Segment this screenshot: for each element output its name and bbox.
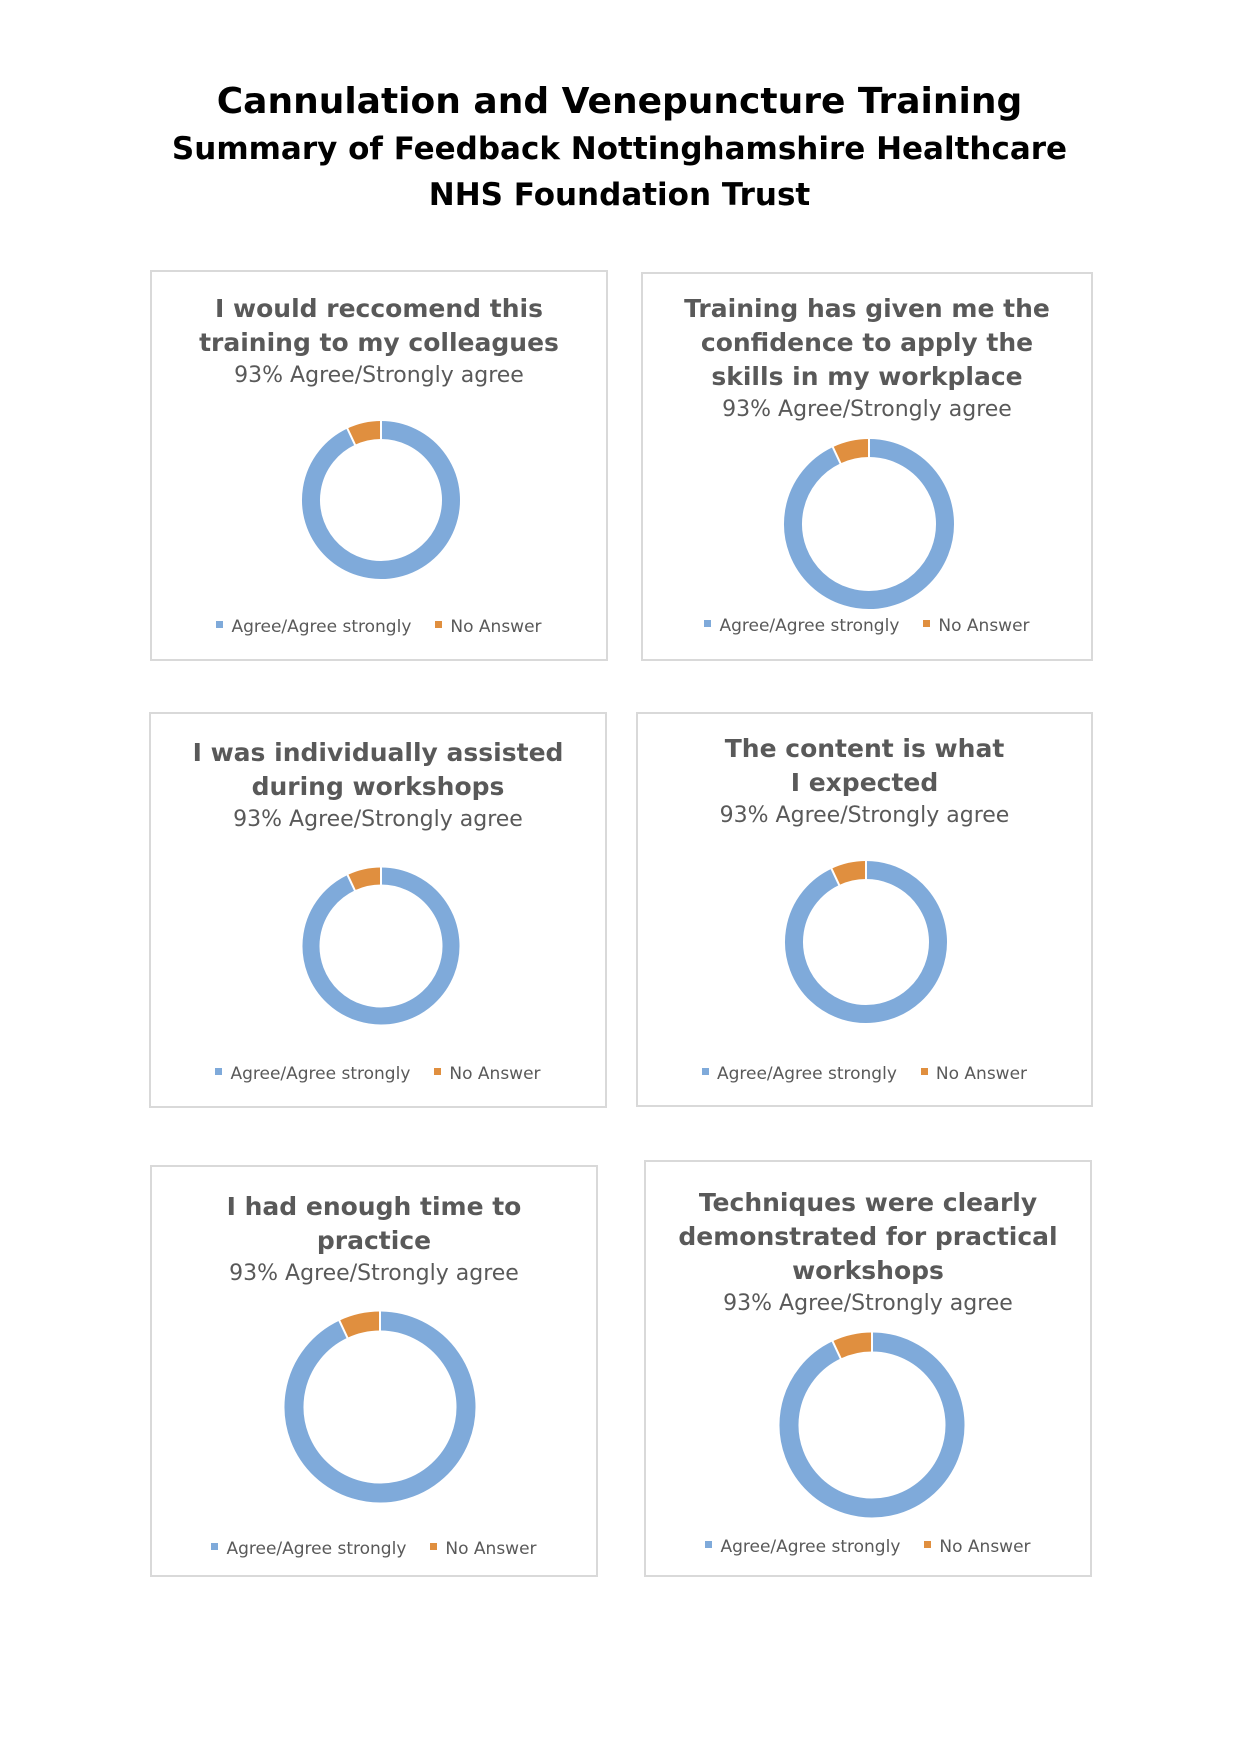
legend-label: Agree/Agree strongly (231, 617, 412, 637)
legend-item-no-answer (924, 1537, 1030, 1557)
legend-item-agree (211, 1539, 406, 1559)
legend-item-agree (216, 617, 411, 637)
page-subtitle-line-1: Summary of Feedback Nottinghamshire Healthcare (171, 131, 1068, 167)
slice-agree (794, 870, 938, 1014)
slice-agree (793, 448, 945, 600)
chart-title-line: practice (316, 1226, 432, 1255)
legend-swatch (705, 1541, 712, 1548)
slice-agree (311, 430, 451, 570)
legend-swatch (430, 1543, 437, 1550)
legend-item-agree (702, 1064, 897, 1084)
page-title: Cannulation and Venepuncture Training (216, 81, 1023, 122)
chart-subtitle: 93% Agree/Strongly agree (719, 803, 1010, 828)
chart-legend (152, 617, 606, 637)
chart-legend (638, 1064, 1091, 1084)
donut-chart (273, 1300, 487, 1514)
legend-item-agree (705, 1537, 900, 1557)
chart-subtitle: 93% Agree/Strongly agree (723, 1291, 1013, 1316)
slice-no-answer (351, 876, 381, 883)
legend-swatch (923, 620, 930, 627)
legend-label: Agree/Agree strongly (719, 616, 900, 636)
chart-panel (149, 712, 607, 1108)
legend-item-agree (704, 616, 899, 636)
chart-title-line: demonstrated for practical (678, 1222, 1058, 1251)
legend-item-no-answer (434, 1064, 540, 1084)
chart-title-line: The content is what (724, 734, 1005, 763)
chart-title-line: during workshops (251, 772, 505, 801)
chart-title (152, 292, 606, 392)
chart-panel (644, 1160, 1092, 1577)
legend-label: Agree/Agree strongly (720, 1537, 901, 1557)
page-subtitle-line-2: NHS Foundation Trust (428, 177, 811, 213)
legend-label: No Answer (938, 616, 1030, 636)
slice-no-answer (837, 448, 869, 455)
legend-item-no-answer (430, 1539, 536, 1559)
legend-swatch (704, 620, 711, 627)
chart-title-line: Training has given me the (684, 294, 1050, 323)
chart-panel (641, 272, 1093, 661)
legend-item-no-answer (435, 617, 541, 637)
chart-subtitle: 93% Agree/Strongly agree (722, 397, 1012, 422)
legend-swatch (435, 621, 442, 628)
slice-agree (294, 1321, 466, 1493)
donut-chart (291, 410, 471, 590)
legend-label: Agree/Agree strongly (230, 1064, 411, 1084)
chart-title (646, 1186, 1090, 1320)
legend-item-no-answer (921, 1064, 1027, 1084)
legend-label: No Answer (450, 617, 542, 637)
chart-title-line: I expected (790, 768, 939, 797)
legend-swatch (434, 1068, 441, 1075)
donut-chart (773, 428, 965, 620)
page-header (0, 78, 1239, 218)
chart-legend (151, 1064, 605, 1084)
chart-legend (646, 1537, 1090, 1557)
legend-label: No Answer (939, 1537, 1031, 1557)
chart-title-line: I had enough time to (226, 1192, 522, 1221)
chart-title-line: I was individually assisted (192, 738, 564, 767)
chart-subtitle: 93% Agree/Strongly agree (234, 363, 524, 388)
chart-title (643, 292, 1091, 426)
slice-agree (789, 1342, 955, 1508)
slice-no-answer (343, 1321, 380, 1329)
chart-title (152, 1190, 596, 1290)
legend-swatch (702, 1068, 709, 1075)
chart-legend (643, 616, 1091, 636)
legend-label: No Answer (935, 1064, 1028, 1084)
chart-title (151, 736, 605, 836)
legend-swatch (924, 1541, 931, 1548)
legend-swatch (216, 621, 223, 628)
chart-panel (150, 270, 608, 661)
slice-no-answer (835, 870, 866, 877)
chart-title-line: training to my colleagues (199, 328, 559, 357)
chart-panel (636, 712, 1093, 1107)
slice-no-answer (351, 430, 381, 437)
chart-title-line: confidence to apply the (700, 328, 1034, 357)
chart-title-line: workshops (792, 1256, 944, 1285)
legend-item-no-answer (923, 616, 1029, 636)
chart-subtitle: 93% Agree/Strongly agree (233, 807, 523, 832)
donut-chart (768, 1321, 976, 1529)
slice-no-answer (837, 1342, 872, 1350)
donut-chart (774, 850, 958, 1034)
chart-title (638, 732, 1091, 832)
chart-title-line: I would reccomend this (215, 294, 543, 323)
legend-swatch (215, 1068, 222, 1075)
chart-legend (152, 1539, 596, 1559)
donut-chart (292, 857, 470, 1035)
chart-subtitle: 93% Agree/Strongly agree (229, 1261, 519, 1286)
slice-agree (311, 876, 451, 1016)
chart-panel (150, 1165, 598, 1577)
chart-title-line: Techniques were clearly (698, 1188, 1038, 1217)
legend-item-agree (215, 1064, 410, 1084)
chart-title-line: skills in my workplace (711, 362, 1023, 391)
legend-label: No Answer (445, 1539, 537, 1559)
legend-swatch (921, 1068, 928, 1075)
legend-label: Agree/Agree strongly (716, 1064, 897, 1084)
legend-swatch (211, 1543, 218, 1550)
legend-label: Agree/Agree strongly (226, 1539, 407, 1559)
legend-label: No Answer (449, 1064, 541, 1084)
